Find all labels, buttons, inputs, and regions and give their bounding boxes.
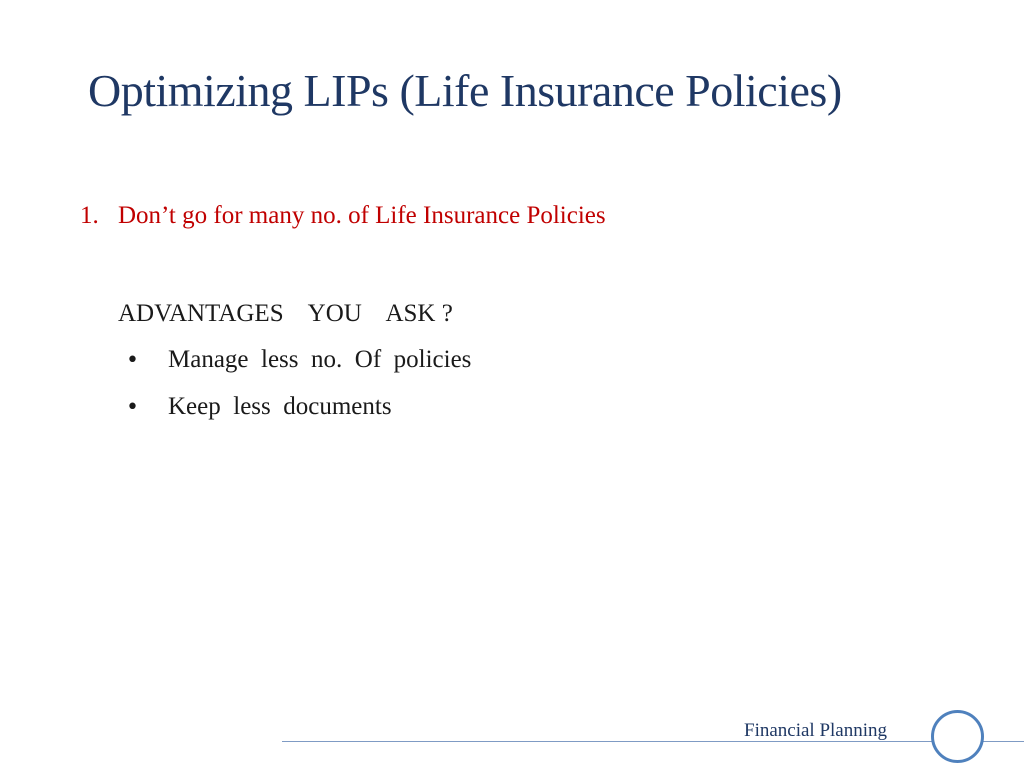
- item-number: 1.: [80, 202, 99, 229]
- bullet-text: Keep less documents: [168, 393, 392, 420]
- numbered-item: [80, 202, 606, 230]
- bullet-item: [126, 346, 471, 393]
- slide-title: Optimizing LIPs (Life Insurance Policies): [88, 65, 842, 116]
- bullet-text: Manage less no. Of policies: [168, 346, 472, 373]
- footer-label: Financial Planning: [744, 720, 888, 741]
- bullet-icon: •: [126, 348, 139, 373]
- item-text: Don’t go for many no. of Life Insurance Policies: [118, 202, 606, 229]
- bullet-item: [126, 393, 471, 440]
- bullet-list: [126, 346, 471, 440]
- footer-circle-icon: [931, 710, 984, 763]
- footer-divider-right: [982, 741, 1024, 742]
- advantages-line: ADVANTAGES YOU ASK ?: [118, 300, 453, 327]
- bullet-icon: •: [126, 395, 139, 420]
